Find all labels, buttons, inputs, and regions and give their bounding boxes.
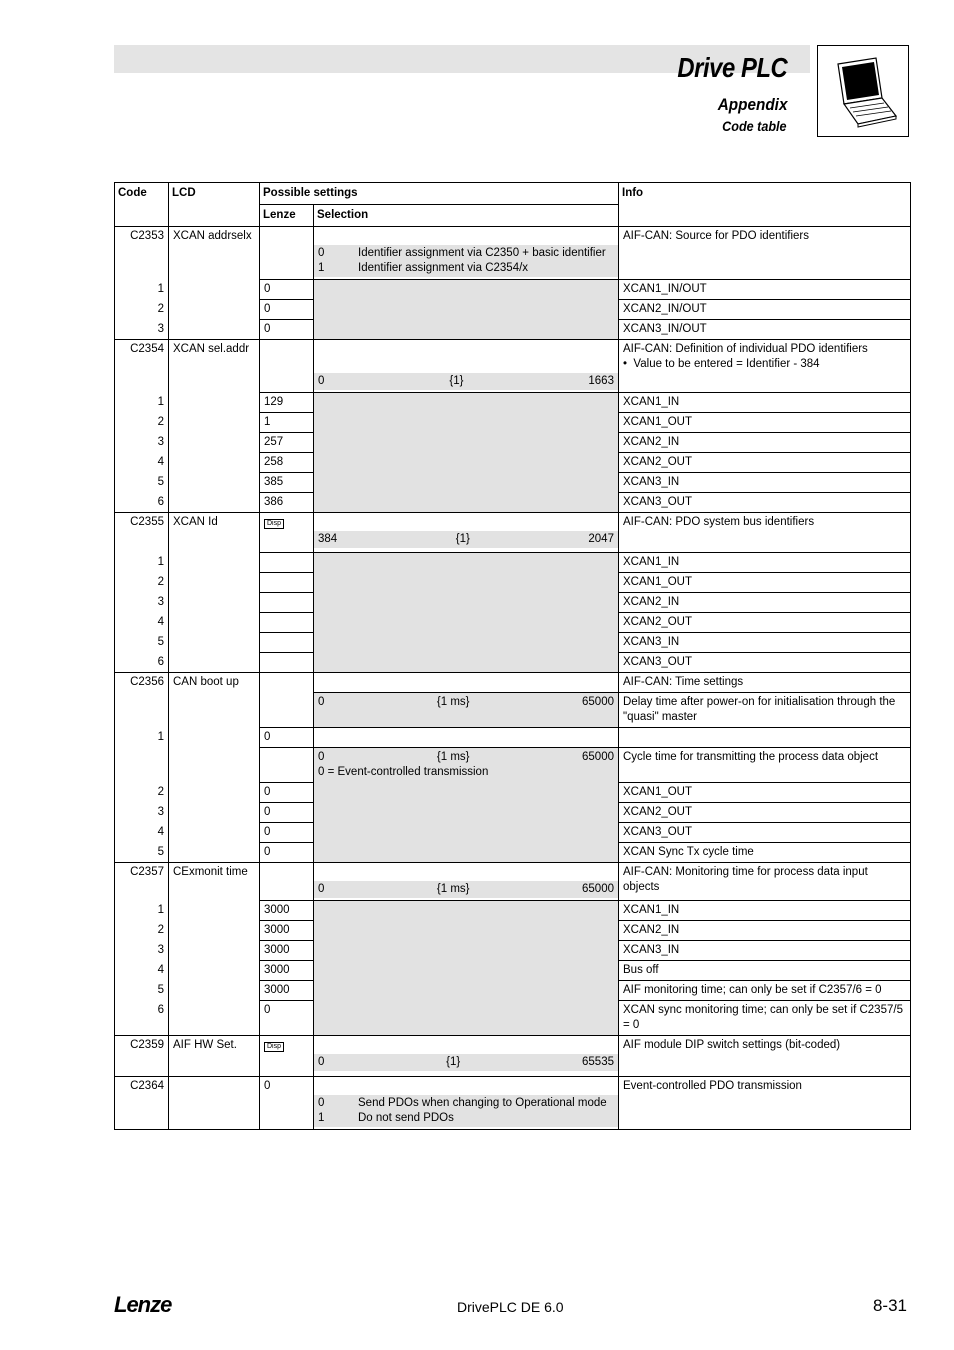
info-cell: XCAN2_IN [619, 921, 911, 941]
info-cell: XCAN1_IN/OUT [619, 280, 911, 300]
info-text: AIF-CAN: Definition of individual PDO identifiers [623, 343, 868, 355]
code-cell: C2354 [115, 340, 169, 393]
subcode-cell: 1 [115, 901, 169, 921]
code-cell: C2355 [115, 513, 169, 553]
lenze-cell: 0 [260, 728, 314, 748]
lenze-cell [260, 340, 314, 393]
page-number: 8-31 [872, 1296, 907, 1315]
col-header-selection: Selection [314, 205, 619, 227]
subcode-cell: 1 [115, 553, 169, 573]
info-cell: XCAN2_IN/OUT [619, 300, 911, 320]
lcd-cell: CExmonit time [169, 863, 260, 901]
lenze-cell [260, 633, 314, 653]
range-step: {1 ms} [436, 696, 470, 708]
selection-cell [314, 693, 619, 728]
info-cell: XCAN1_IN [619, 393, 911, 413]
subcode-cell: 3 [115, 320, 169, 340]
option-text: Identifier assignment via C2350 + basic identifier [358, 247, 606, 259]
subcode-cell: 4 [115, 613, 169, 633]
range-max: 2047 [588, 533, 614, 545]
info-cell: XCAN1_OUT [619, 783, 911, 803]
range-min: 0 [318, 751, 325, 763]
info-cell: XCAN1_OUT [619, 413, 911, 433]
table-row [115, 227, 911, 280]
lenze-logo: Lenze [114, 1292, 172, 1317]
option-number: 1 [318, 1112, 325, 1124]
code-cell: C2364 [115, 1077, 169, 1130]
col-header-possible-settings: Possible settings [260, 183, 619, 205]
selection-cell [314, 901, 619, 1036]
range-step: {1} [455, 533, 470, 545]
subcode-cell: 4 [115, 453, 169, 473]
subcode-cell: 2 [115, 921, 169, 941]
table-row [115, 513, 911, 553]
lenze-cell [260, 573, 314, 593]
lenze-cell: 258 [260, 453, 314, 473]
info-cell: XCAN2_OUT [619, 613, 911, 633]
table-row [115, 1036, 911, 1077]
lenze-cell: 3000 [260, 941, 314, 961]
selection-cell [314, 553, 619, 673]
selection-cell [314, 393, 619, 513]
subcode-cell: 6 [115, 1001, 169, 1036]
subcode-cell: 2 [115, 573, 169, 593]
info-cell: XCAN Sync Tx cycle time [619, 843, 911, 863]
code-cell: C2356 [115, 673, 169, 728]
lenze-cell: 0 [260, 280, 314, 300]
lenze-cell: 0 [260, 1077, 314, 1130]
selection-cell [314, 1077, 619, 1130]
info-cell: AIF-CAN: PDO system bus identifiers [619, 513, 911, 553]
table-row [115, 901, 911, 921]
info-cell: AIF monitoring time; can only be set if C2357/6 = 0 [619, 981, 911, 1001]
selection-cell [314, 513, 619, 553]
range-max: 65000 [582, 883, 614, 895]
subcode-cell: 6 [115, 653, 169, 673]
subcode-cell: 2 [115, 300, 169, 320]
info-cell: XCAN2_IN [619, 593, 911, 613]
table-row [115, 1077, 911, 1130]
subcode-cell: 1 [115, 728, 169, 748]
info-cell: Cycle time for transmitting the process data object [619, 748, 911, 783]
range-step: {1 ms} [436, 883, 470, 895]
subcode-cell: 6 [115, 493, 169, 513]
range-step: {1 ms} [436, 751, 470, 763]
subcode-cell: 1 [115, 393, 169, 413]
range-step: {1} [449, 375, 464, 387]
info-cell: XCAN3_IN/OUT [619, 320, 911, 340]
lenze-cell: 257 [260, 433, 314, 453]
col-header-lcd: LCD [169, 183, 260, 227]
info-cell: XCAN1_IN [619, 553, 911, 573]
subcode-cell: 3 [115, 941, 169, 961]
subcode-cell: 3 [115, 433, 169, 453]
lenze-cell: 386 [260, 493, 314, 513]
disp-badge: Disp [264, 1042, 284, 1052]
info-cell: XCAN2_OUT [619, 803, 911, 823]
table-row [115, 863, 911, 901]
info-cell [619, 340, 911, 393]
table-row [115, 553, 911, 573]
lenze-cell [260, 513, 314, 553]
info-cell [619, 728, 911, 748]
info-cell: AIF-CAN: Monitoring time for process data input objects [619, 863, 911, 901]
lenze-cell [260, 593, 314, 613]
code-cell: C2353 [115, 227, 169, 280]
lenze-cell: 0 [260, 1001, 314, 1036]
range-min: 0 [318, 696, 325, 708]
range-max: 1663 [588, 375, 614, 387]
option-number: 1 [318, 262, 325, 274]
bullet-icon: • [623, 358, 634, 370]
laptop-icon [817, 45, 909, 137]
range-max: 65000 [582, 696, 614, 708]
subcode-cell: 3 [115, 803, 169, 823]
subcode-cell: 4 [115, 823, 169, 843]
code-table [114, 182, 911, 1130]
info-cell: XCAN1_OUT [619, 573, 911, 593]
range-max: 65535 [582, 1056, 614, 1068]
info-cell: XCAN2_OUT [619, 453, 911, 473]
subcode-cell: 5 [115, 633, 169, 653]
section-title: Appendix [717, 95, 787, 114]
subcode-cell: 5 [115, 981, 169, 1001]
info-cell: XCAN3_OUT [619, 823, 911, 843]
table-row [115, 340, 911, 393]
info-cell: XCAN3_IN [619, 941, 911, 961]
range-min: 0 [318, 1056, 325, 1068]
range-step: {1} [446, 1056, 461, 1068]
lenze-cell: 129 [260, 393, 314, 413]
lcd-cell: XCAN addrselx [169, 227, 260, 280]
lenze-cell: 0 [260, 300, 314, 320]
lcd-cell: XCAN Id [169, 513, 260, 553]
code-cell: C2359 [115, 1036, 169, 1077]
option-number: 0 [318, 1097, 325, 1109]
lenze-cell: 0 [260, 803, 314, 823]
option-text: Send PDOs when changing to Operational mode [358, 1097, 607, 1109]
col-header-lenze: Lenze [260, 205, 314, 227]
lenze-cell: 0 [260, 843, 314, 863]
subcode-cell: 3 [115, 593, 169, 613]
range-min: 384 [318, 533, 338, 545]
info-cell: XCAN sync monitoring time; can only be set if C2357/5 = 0 [619, 1001, 911, 1036]
subcode-cell: 4 [115, 961, 169, 981]
page-title: Drive PLC [677, 52, 787, 83]
bullet-text: Value to be entered = Identifier - 384 [633, 358, 820, 370]
table-row [115, 673, 911, 693]
lenze-cell: 3000 [260, 921, 314, 941]
subsection-title: Code table [722, 118, 787, 134]
table-row [115, 280, 911, 300]
info-cell: XCAN3_IN [619, 633, 911, 653]
lenze-cell: 0 [260, 823, 314, 843]
info-cell: XCAN3_IN [619, 473, 911, 493]
lenze-cell [260, 1036, 314, 1077]
table-row [115, 728, 911, 748]
subcode-cell: 5 [115, 843, 169, 863]
option-number: 0 [318, 247, 325, 259]
option-text: Identifier assignment via C2354/x [358, 262, 529, 274]
lenze-cell [260, 653, 314, 673]
info-cell: XCAN3_OUT [619, 493, 911, 513]
lenze-cell [260, 863, 314, 901]
range-min: 0 [318, 375, 325, 387]
info-cell: Delay time after power-on for initialisation through the "quasi" master [619, 693, 911, 728]
selection-cell [314, 748, 619, 863]
table-row [115, 748, 911, 783]
lenze-cell [260, 673, 314, 728]
lcd-cell [169, 1077, 260, 1130]
selection-note: 0 = Event-controlled transmission [318, 766, 489, 778]
col-header-code: Code [115, 183, 169, 227]
option-text: Do not send PDOs [358, 1112, 454, 1124]
info-cell: Event-controlled PDO transmission [619, 1077, 911, 1130]
info-cell: XCAN2_IN [619, 433, 911, 453]
selection-cell [314, 340, 619, 393]
subcode-cell: 5 [115, 473, 169, 493]
lenze-cell: 1 [260, 413, 314, 433]
col-header-info: Info [619, 183, 911, 227]
subcode-cell: 2 [115, 413, 169, 433]
info-cell: AIF-CAN: Time settings [619, 673, 911, 693]
subcode-cell: 2 [115, 783, 169, 803]
subcode-cell: 1 [115, 280, 169, 300]
range-max: 65000 [582, 751, 614, 763]
lcd-cell: AIF HW Set. [169, 1036, 260, 1077]
lcd-cell: XCAN sel.addr [169, 340, 260, 393]
table-row [115, 393, 911, 413]
lenze-cell [260, 227, 314, 280]
lcd-cell: CAN boot up [169, 673, 260, 728]
selection-cell [314, 1036, 619, 1077]
info-cell: XCAN1_IN [619, 901, 911, 921]
lenze-cell [260, 613, 314, 633]
disp-badge: Disp [264, 519, 284, 529]
lenze-cell [260, 553, 314, 573]
selection-cell [314, 280, 619, 340]
lenze-cell: 0 [260, 320, 314, 340]
lenze-cell: 0 [260, 783, 314, 803]
range-min: 0 [318, 883, 325, 895]
document-id: DrivePLC DE 6.0 [457, 1299, 564, 1315]
info-cell: Bus off [619, 961, 911, 981]
lenze-cell: 3000 [260, 901, 314, 921]
lenze-cell: 3000 [260, 981, 314, 1001]
lenze-cell: 3000 [260, 961, 314, 981]
selection-cell [314, 227, 619, 280]
selection-cell [314, 863, 619, 901]
info-cell: XCAN3_OUT [619, 653, 911, 673]
info-cell: AIF-CAN: Source for PDO identifiers [619, 227, 911, 280]
code-cell: C2357 [115, 863, 169, 901]
info-cell: AIF module DIP switch settings (bit-coded) [619, 1036, 911, 1077]
lenze-cell: 385 [260, 473, 314, 493]
